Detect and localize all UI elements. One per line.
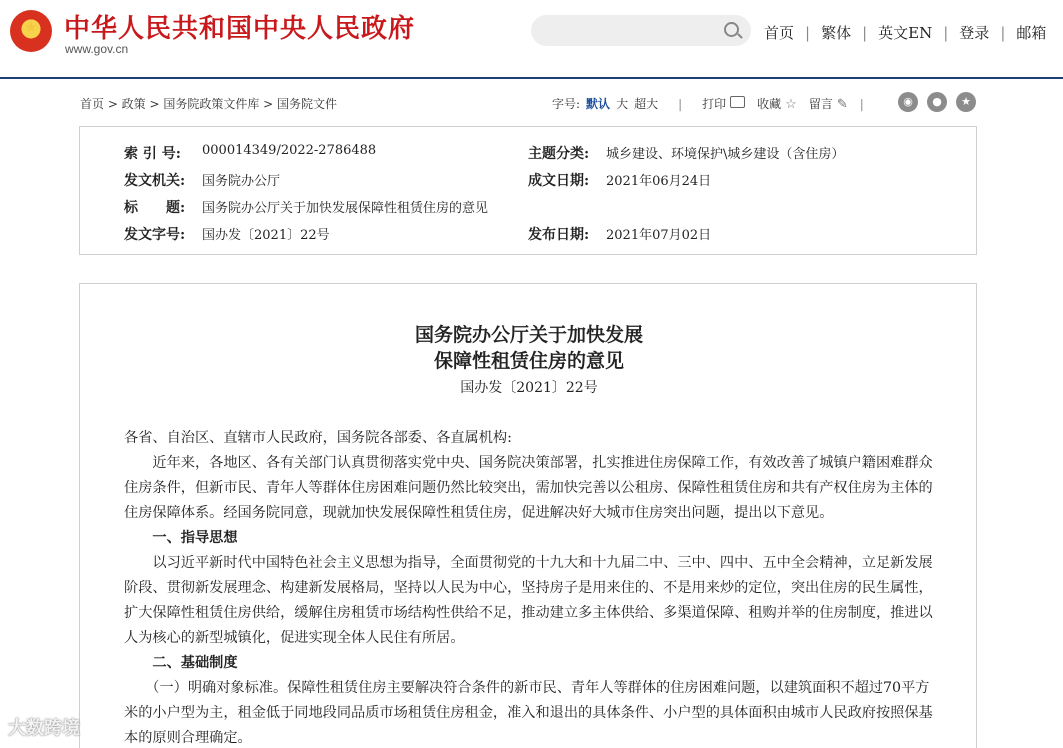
paragraph-line: 住房条件，但新市民、青年人等群体住房困难问题仍然比较突出，需加快完善以公租房、保障性租赁住房和共有产权住房为主体的 — [124, 480, 933, 496]
article-body — [79, 283, 977, 748]
paragraph-line: 本的原则合理确定。 — [124, 730, 252, 746]
paragraph-line: 住房保障体系。经国务院同意，现就加快发展保障性租赁住房，促进解决好大城市住房突出问题，提出以下意见。 — [124, 505, 834, 521]
topic-label: 主题分类: — [528, 146, 590, 162]
written-date-label: 成文日期: — [528, 173, 590, 189]
favorite-button[interactable] — [757, 95, 797, 112]
section-heading: 二、基础制度 — [124, 655, 238, 671]
star-icon: ☆ — [785, 97, 797, 112]
nav-login[interactable]: 登录 — [959, 24, 990, 42]
written-date-value: 2021年06月24日 — [606, 174, 712, 189]
nav-mail[interactable]: 邮箱 — [1016, 24, 1047, 42]
search-icon[interactable] — [724, 22, 739, 37]
title-label: 标 题: — [124, 200, 186, 216]
breadcrumb[interactable]: 首页 > 政策 > 国务院政策文件库 > 国务院文件 — [80, 97, 338, 111]
weibo-icon[interactable]: ◉ — [898, 92, 918, 112]
paragraph-line: 近年来，各地区、各有关部门认真贯彻落实党中央、国务院决策部署，扎实推进住房保障工作，有效改善了城镇户籍困难群众 — [124, 455, 933, 471]
nav-divider: | — [943, 23, 949, 42]
document-info-panel — [79, 126, 977, 255]
article-title-line-2: 保障性租赁住房的意见 — [433, 350, 624, 372]
favorite-label: 收藏 — [757, 97, 782, 111]
nav-traditional[interactable]: 繁体 — [821, 24, 852, 42]
watermark-logo: 大数跨境 — [8, 718, 80, 739]
issuer-value: 国务院办公厅 — [202, 174, 281, 189]
issuer-label: 发文机关: — [124, 173, 186, 189]
nav-divider: | — [862, 23, 868, 42]
nav-divider: | — [1000, 23, 1006, 42]
font-size-large[interactable]: 大 — [616, 97, 629, 111]
font-size-xlarge[interactable]: 超大 — [634, 97, 659, 111]
paragraph-line: 米的小户型为主，租金低于同地段同品质市场租赁住房租金，准入和退出的具体条件、小户型的具体面积由城市人民政府按照保基 — [124, 705, 933, 721]
printer-icon — [730, 96, 745, 108]
article-toolbar — [552, 95, 876, 112]
paragraph-line: 以习近平新时代中国特色社会主义思想为指导，全面贯彻党的十九大和十九届二中、三中、四中、五中全会精神，立足新发展 — [124, 555, 933, 571]
top-nav — [764, 22, 1046, 43]
nav-english[interactable]: 英文EN — [878, 24, 933, 42]
font-size-default[interactable]: 默认 — [586, 97, 611, 111]
toolbar-divider: | — [859, 96, 864, 111]
font-size-label: 字号: — [552, 97, 581, 111]
nav-divider: | — [805, 23, 811, 42]
comment-label: 留言 — [808, 97, 833, 111]
index-no-label: 索 引 号: — [124, 146, 181, 162]
section-heading: 一、指导思想 — [124, 530, 238, 546]
site-header — [0, 0, 1063, 79]
pencil-icon: ✎ — [836, 97, 848, 112]
national-emblem-icon[interactable] — [10, 10, 52, 52]
topic-value: 城乡建设、环境保护\城乡建设（含住房） — [606, 147, 845, 162]
site-url: www.gov.cn — [65, 42, 129, 56]
toolbar-divider: | — [678, 96, 683, 111]
paragraph-line: 阶段、贯彻新发展理念、构建新发展格局，坚持以人民为中心，坚持房子是用来住的、不是用来炒的定位，突出住房的民生属性， — [124, 580, 933, 596]
doc-no-label: 发文字号: — [124, 227, 186, 243]
paragraph-line: 人为核心的新型城镇化，促进实现全体人民住有所居。 — [124, 630, 465, 646]
paragraph-line: （一）明确对象标准。保障性租赁住房主要解决符合条件的新市民、青年人等群体的住房困难问题，以建筑面积不超过70平方 — [124, 680, 930, 696]
paragraph-line: 扩大保障性租赁住房供给，缓解住房租赁市场结构性供给不足，推动建立多主体供给、多渠道保障、租购并举的住房制度，推进以 — [124, 605, 933, 621]
wechat-icon[interactable]: ● — [927, 92, 947, 112]
print-label: 打印 — [702, 97, 727, 111]
index-no-value: 000014349/2022-2786488 — [202, 143, 377, 158]
site-title[interactable]: 中华人民共和国中央人民政府 — [64, 14, 416, 44]
search-input[interactable] — [531, 15, 751, 46]
title-value: 国务院办公厅关于加快发展保障性租赁住房的意见 — [202, 201, 489, 216]
published-date-label: 发布日期: — [528, 227, 590, 243]
paragraph-line: 各省、自治区、直辖市人民政府，国务院各部委、各直属机构: — [124, 430, 512, 446]
published-date-value: 2021年07月02日 — [606, 228, 712, 243]
qzone-icon[interactable]: ★ — [956, 92, 976, 112]
article-title-line-1: 国务院办公厅关于加快发展 — [414, 324, 643, 346]
doc-no-value: 国办发〔2021〕22号 — [202, 228, 330, 243]
nav-home[interactable]: 首页 — [764, 24, 795, 42]
print-button[interactable] — [702, 95, 745, 112]
comment-button[interactable] — [809, 95, 848, 112]
article-doc-number: 国办发〔2021〕22号 — [460, 380, 598, 396]
